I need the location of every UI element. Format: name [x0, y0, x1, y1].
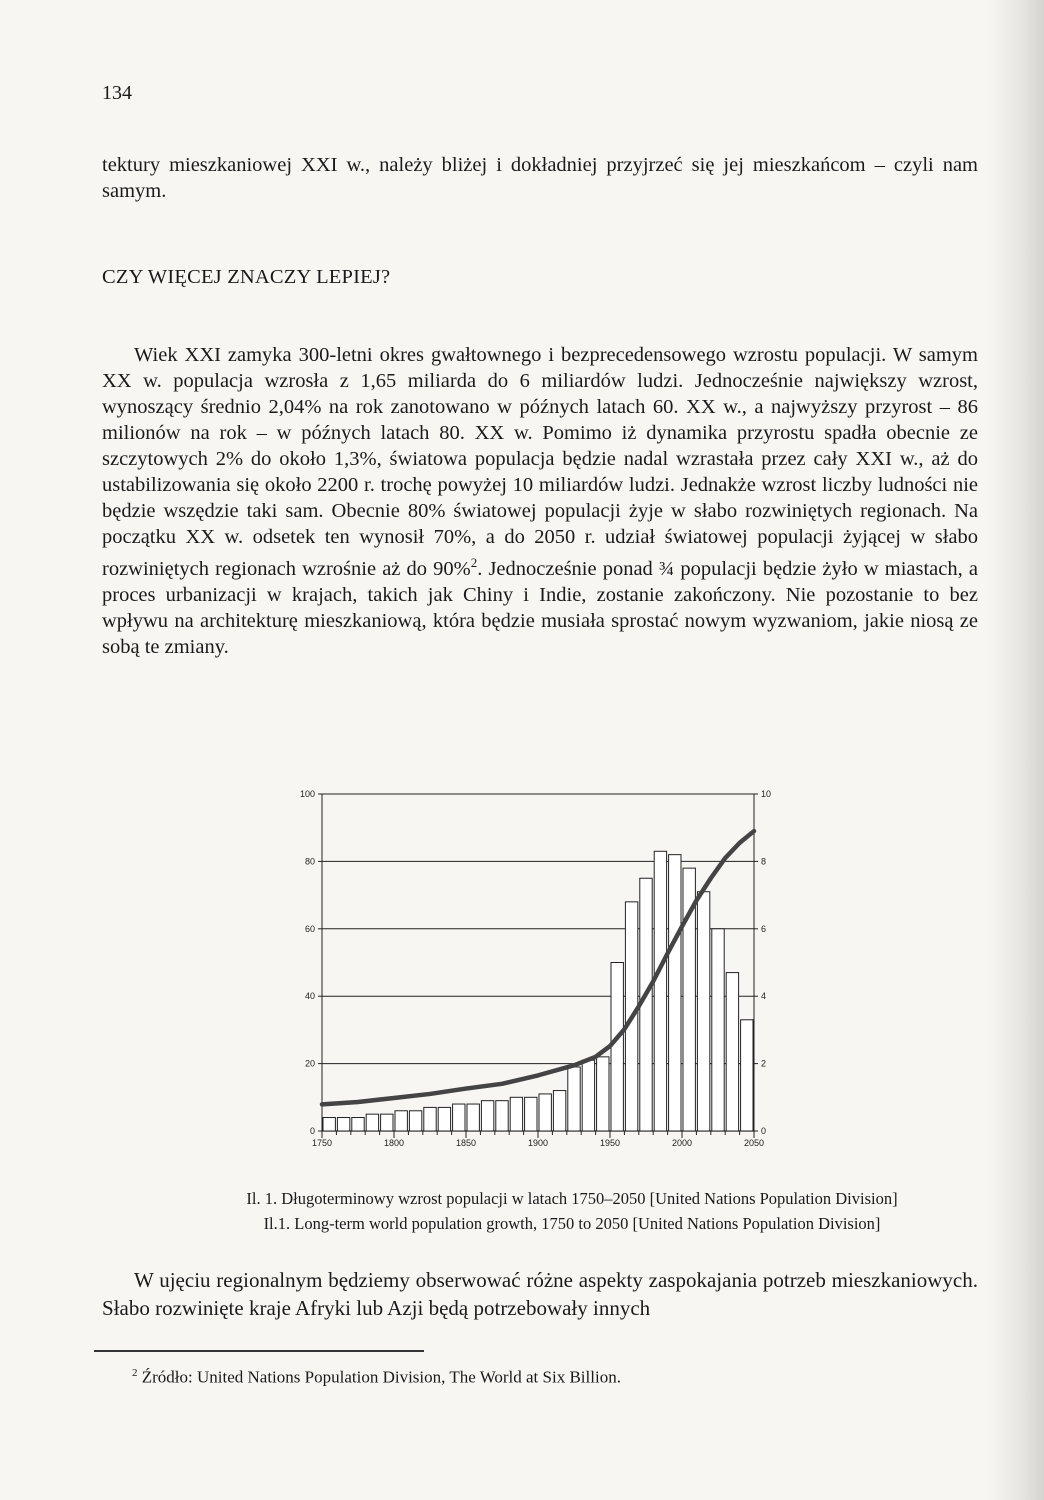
- x-tick-label: 1750: [311, 1138, 333, 1148]
- bar: [366, 1114, 378, 1131]
- footnote-text: Źródło: United Nations Population Division, The World at Six Billion.: [141, 1367, 621, 1387]
- bar: [726, 973, 738, 1131]
- bar: [424, 1107, 436, 1131]
- bar: [395, 1111, 407, 1131]
- x-tick-label: 1950: [599, 1138, 621, 1148]
- bar: [337, 1118, 349, 1131]
- bar: [539, 1094, 551, 1131]
- footnote-divider: [94, 1350, 424, 1352]
- figure-caption: [102, 1186, 1042, 1236]
- left-tick-label: 0: [309, 1126, 315, 1136]
- bar: [323, 1118, 335, 1131]
- bar: [654, 851, 666, 1131]
- x-tick-label: 1800: [383, 1138, 405, 1148]
- bar: [553, 1091, 565, 1131]
- caption-english: Il.1. Long-term world population growth, 1750 to 2050 [United Nations Population Division]: [263, 1214, 881, 1233]
- bar: [611, 963, 623, 1132]
- left-tick-label: 80: [304, 856, 315, 867]
- footnote: [132, 1367, 621, 1388]
- bottom-paragraph: [102, 1266, 978, 1322]
- page-number: 134: [102, 82, 132, 104]
- x-tick-label: 1900: [527, 1138, 549, 1148]
- caption-polish: Il. 1. Długoterminowy wzrost populacji w latach 1750–2050 [United Nations Population Division]: [246, 1189, 898, 1208]
- left-tick-label: 20: [304, 1058, 315, 1069]
- bar: [697, 892, 709, 1131]
- right-tick-label: 6: [761, 923, 767, 934]
- right-tick-label: 8: [761, 856, 767, 867]
- bar: [525, 1097, 537, 1131]
- x-tick-label: 2000: [671, 1138, 693, 1148]
- x-tick-label: 2050: [743, 1138, 765, 1148]
- section-heading: CZY WIĘCEJ ZNACZY LEPIEJ?: [102, 266, 391, 288]
- right-tick-label: 10: [761, 789, 772, 799]
- main-paragraph-part1: Wiek XXI zamyka 300-letni okres gwałtownego i bezprecedensowego wzrostu populacji. W samym XX w. populacja wzrosła z 1,65 miliarda do 6 miliardów ludzi. Jednocześnie największy wzrost, wynoszący średnio 2,04% na rok zanotowano w późnych latach 60. XX w., a najwyższy przyrost – 86 milionów na rok – w późnych latach 80. XX w. Pomimo iż dynamika przyrostu spadła obecnie ze szczytowych 2% do około 1,3%, światowa populacja będzie nadal wzrastała przez cały XXI w., aż do ustabilizowania się około 2200 r. trochę powyżej 10 miliardów ludzi. Jednakże wzrost liczby ludności nie będzie wszędzie taki sam. Obecnie 80% światowej populacji żyje w słabo rozwiniętych regionach. Na początku XX w. odsetek ten wynosił 70%, a do 2050 r. udział światowej populacji żyjącej w słabo rozwiniętych regionach wzrośnie aż do 90%: [102, 344, 978, 580]
- left-tick-label: 60: [304, 923, 315, 934]
- bar: [453, 1104, 465, 1131]
- main-paragraph: [102, 342, 978, 660]
- bottom-paragraph-text: W ujęciu regionalnym będziemy obserwować różne aspekty zaspokajania potrzeb mieszkaniowych. Słabo rozwinięte kraje Afryki lub Azji będą potrzebowały innych: [102, 1268, 978, 1320]
- bar: [352, 1118, 364, 1131]
- footnote-number: 2: [132, 1367, 138, 1379]
- main-paragraph-part2: . Jednocześnie ponad ¾ populacji będzie żyło w miastach, a proces urbanizacji w krajach, takich jak Chiny i Indie, zostanie zakończony. Nie pozostanie to bez wpływu na architekturę mieszkaniową, która będzie musiała sprostać nowym wyzwaniom, jakie niosą ze sobą te zmiany.: [102, 557, 978, 658]
- bar: [381, 1114, 393, 1131]
- page-edge-shadow: [986, 0, 1044, 1500]
- bar: [712, 929, 724, 1131]
- population-chart: [280, 780, 780, 1160]
- bar: [510, 1097, 522, 1131]
- bar: [741, 1020, 753, 1131]
- footnote-reference: 2: [470, 555, 478, 570]
- right-tick-label: 2: [761, 1058, 767, 1069]
- bar: [669, 855, 681, 1131]
- bar: [438, 1107, 450, 1131]
- bar: [597, 1057, 609, 1131]
- top-paragraph: [102, 152, 978, 204]
- x-tick-label: 1850: [455, 1138, 477, 1148]
- bar: [496, 1101, 508, 1131]
- left-tick-label: 100: [299, 789, 315, 799]
- bar: [481, 1101, 493, 1131]
- bar: [582, 1060, 594, 1131]
- right-tick-label: 4: [761, 991, 767, 1002]
- bar: [467, 1104, 479, 1131]
- left-tick-label: 40: [304, 991, 315, 1002]
- top-paragraph-text: tektury mieszkaniowej XXI w., należy bliżej i dokładniej przyjrzeć się jej mieszkańcom – czyli nam samym.: [102, 154, 978, 202]
- bar: [409, 1111, 421, 1131]
- population-figure: [280, 780, 780, 1165]
- right-tick-label: 0: [761, 1126, 767, 1136]
- bar: [568, 1067, 580, 1131]
